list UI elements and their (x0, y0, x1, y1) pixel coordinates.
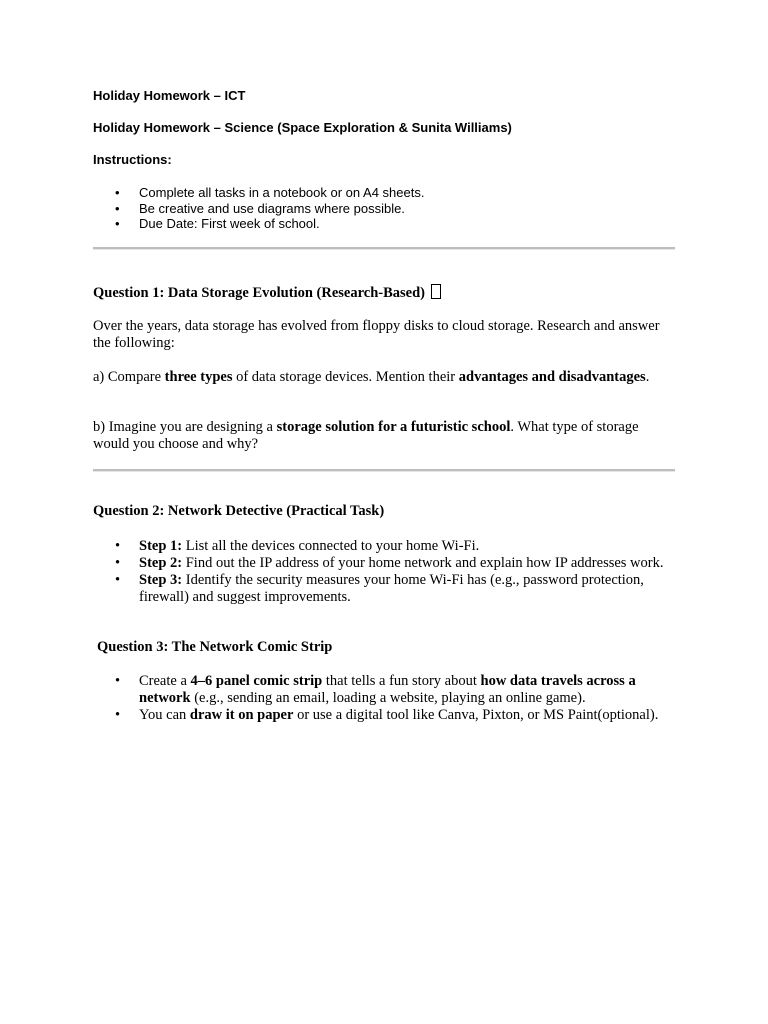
instruction-item: • Complete all tasks in a notebook or on A4 sheets. (115, 185, 425, 200)
bullet-icon: • (115, 707, 121, 723)
q3-list (93, 673, 683, 724)
bullet-icon: • (115, 216, 120, 231)
heading-science: Holiday Homework – Science (Space Exploration & Sunita Williams) (93, 120, 512, 135)
missing-glyph-icon (431, 284, 441, 299)
bullet-icon: • (115, 673, 121, 689)
q1-part-b: b) Imagine you are designing a storage solution for a futuristic school. What type of storage would you choose and why? (93, 419, 639, 452)
heading-ict: Holiday Homework – ICT (93, 88, 246, 103)
list-item: • Step 3: Identify the security measures your home Wi-Fi has (e.g., password protection, firewall) and suggest improvements. (115, 572, 644, 605)
q3-title: Question 3: The Network Comic Strip (97, 639, 333, 655)
bullet-icon: • (115, 555, 121, 571)
q1-intro: Over the years, data storage has evolved from floppy disks to cloud storage. Research and answer the following: (93, 318, 660, 351)
list-item: • You can draw it on paper or use a digital tool like Canva, Pixton, or MS Paint(optional). (115, 707, 659, 723)
instructions-list (93, 185, 683, 232)
q1-title: Question 1: Data Storage Evolution (Research-Based) (93, 284, 441, 302)
list-item: • Step 2: Find out the IP address of your home network and explain how IP addresses work. (115, 555, 664, 571)
bullet-icon: • (115, 538, 121, 554)
q1-part-a: a) Compare three types of data storage devices. Mention their advantages and disadvantages. (93, 369, 650, 385)
horizontal-divider (93, 469, 675, 472)
bullet-icon: • (115, 200, 120, 216)
instruction-item: • Be creative and use diagrams where possible. (115, 200, 405, 216)
list-item: • Step 1: List all the devices connected to your home Wi-Fi. (115, 538, 480, 554)
horizontal-divider (93, 247, 675, 250)
q2-title: Question 2: Network Detective (Practical Task) (93, 503, 385, 519)
instructions-label: Instructions: (93, 152, 172, 167)
q2-steps-list (93, 538, 683, 606)
instruction-item: • Due Date: First week of school. (115, 216, 320, 231)
bullet-icon: • (115, 572, 121, 588)
bullet-icon: • (115, 185, 120, 200)
list-item: • Create a 4–6 panel comic strip that tells a fun story about how data travels across a network (e.g., sending an email, loading a website, playing an online game). (115, 673, 636, 706)
